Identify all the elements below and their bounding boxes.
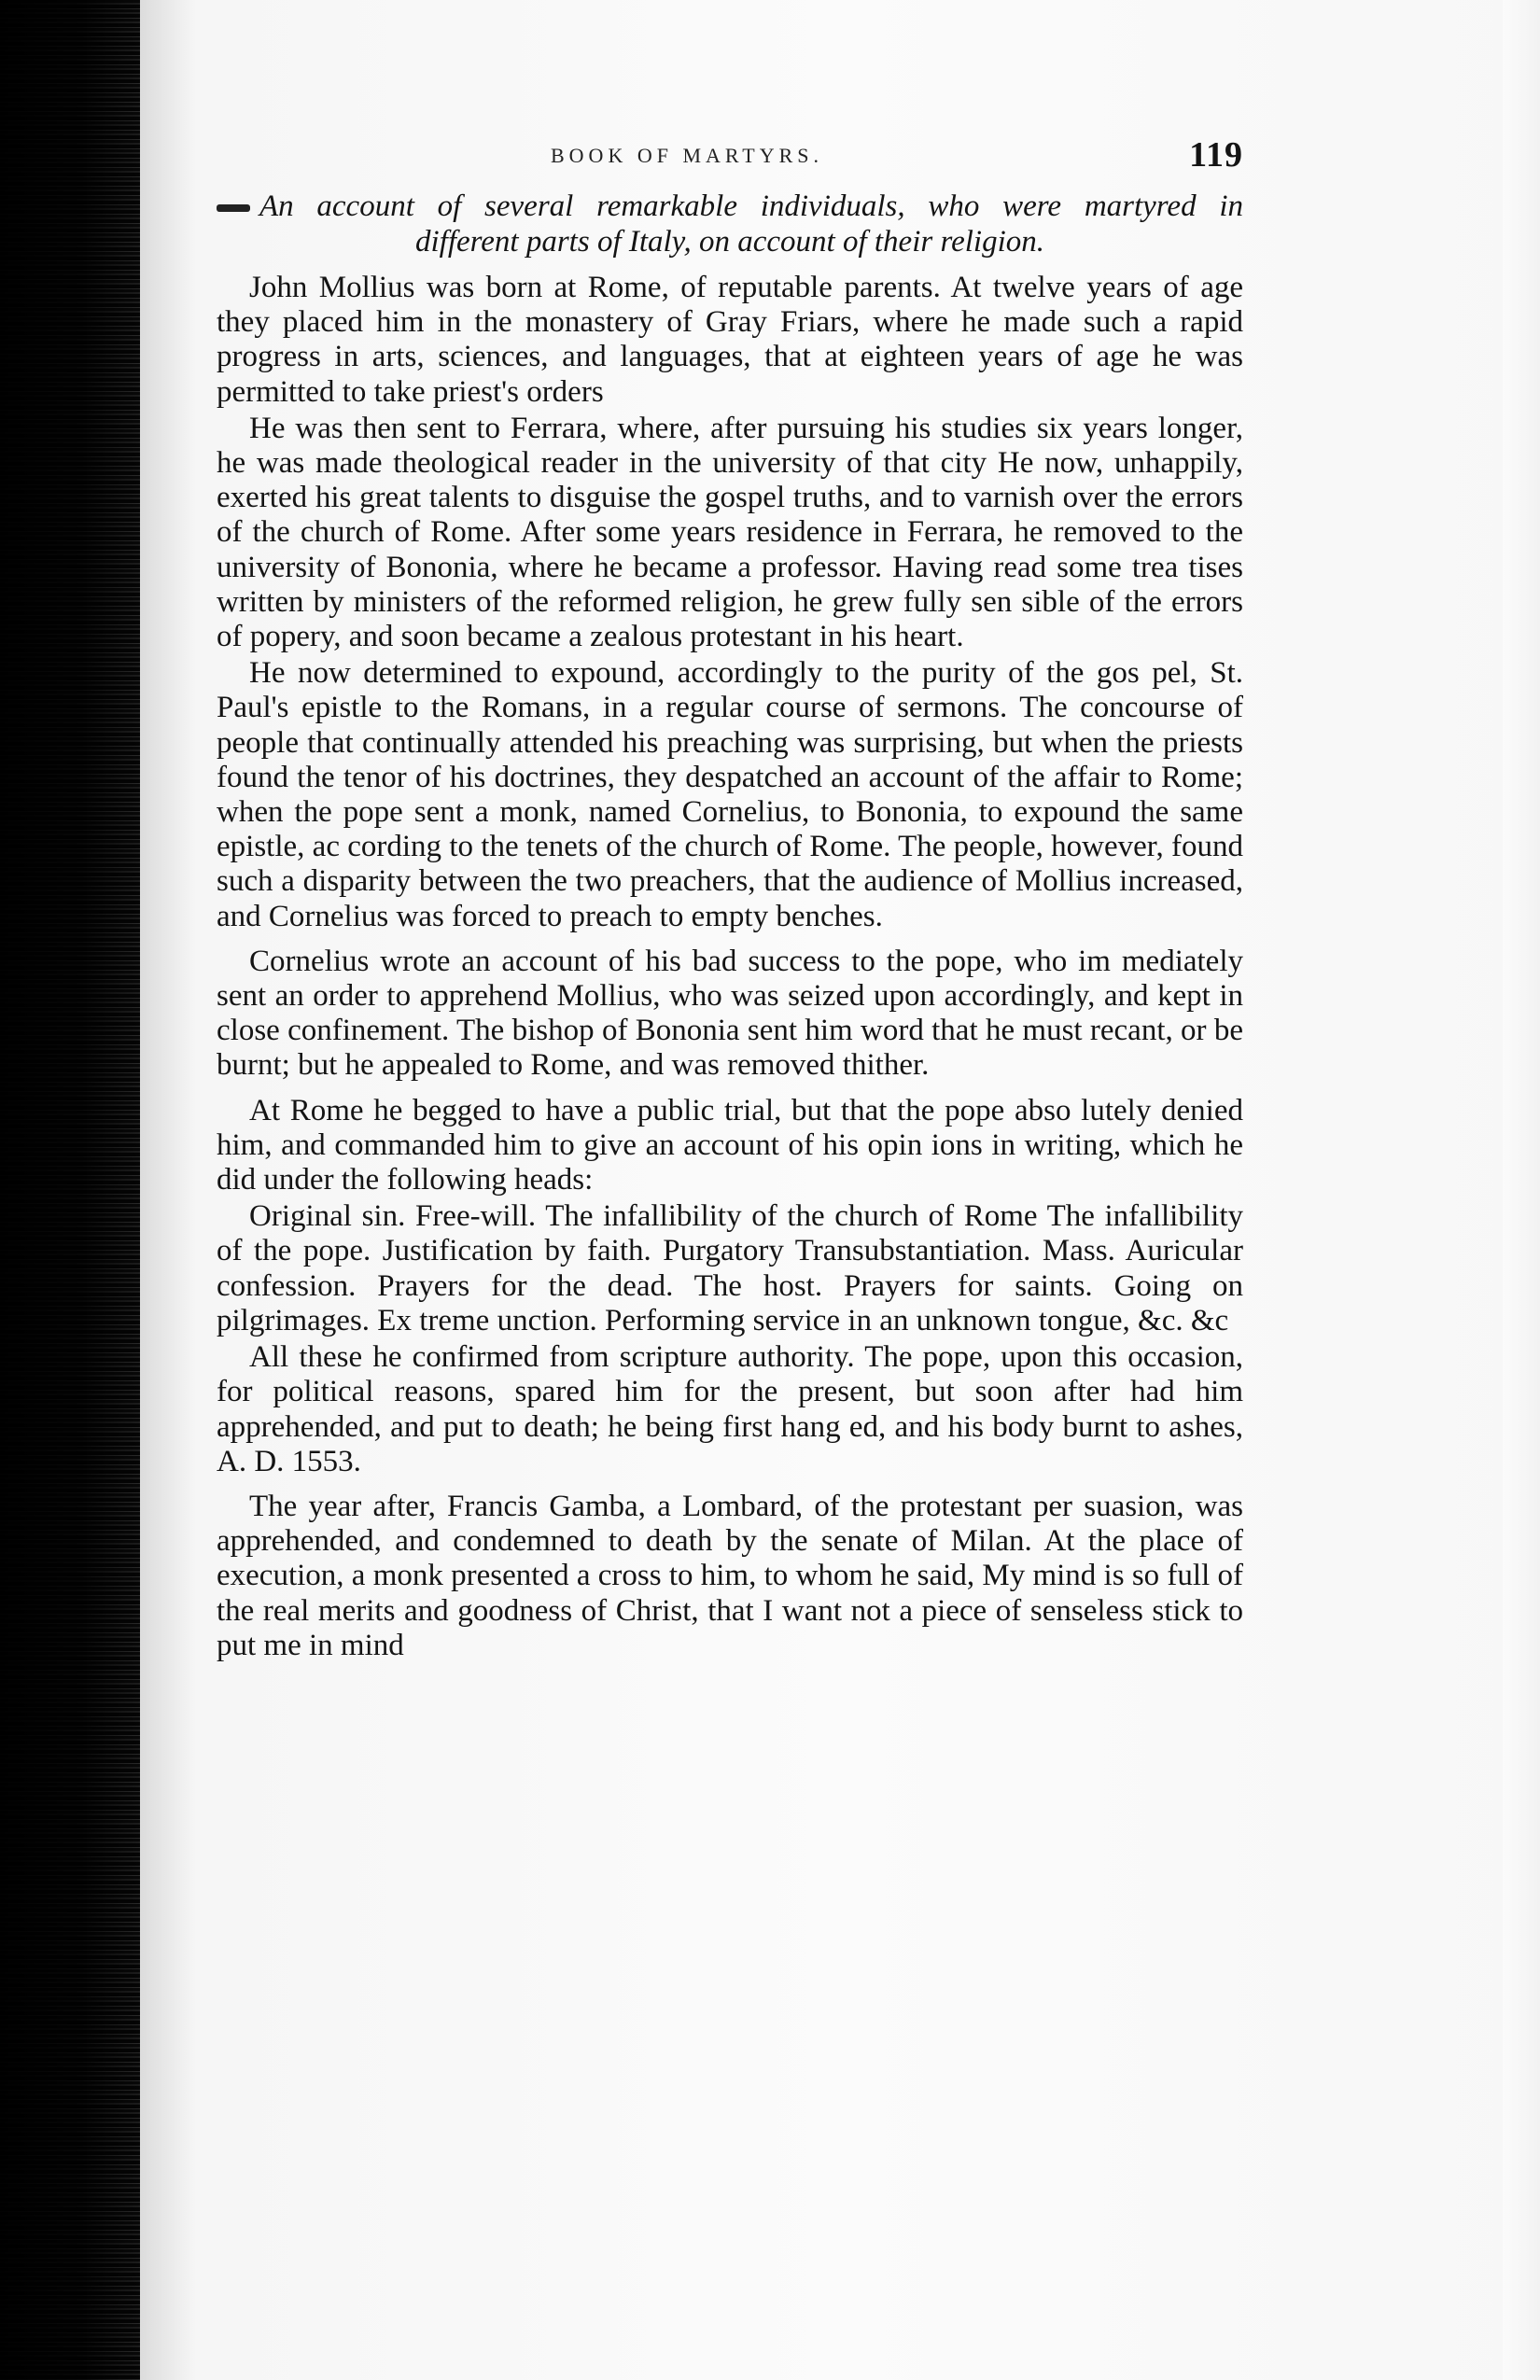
paragraph: All these he confirmed from scripture authority. The pope, upon this occasion, for political reasons, spared him for the present, but soon after had him apprehended, and put to death; he being first hang ed, and his body burnt to ashes, A. D. 1553. xyxy=(217,1340,1243,1478)
paragraph: He now determined to expound, accordingly to the purity of the gos pel, St. Paul's epistle to the Romans, in a regular course of sermons. The concourse of people that continually attended his preaching was surprising, but when the priests found the tenor of his doctrines, they despatched an account of the affair to Rome; when the pope sent a monk, named Cornelius, to Bononia, to expound the same epistle, ac cording to the tenets of the church of Rome. The people, however, found such a disparity between the two preachers, that the audience of Mollius increased, and Cornelius was forced to preach to empty benches. xyxy=(217,656,1243,933)
paragraph: At Rome he begged to have a public trial, but that the pope abso lutely denied him, and commanded him to give an account of his opin ions in writing, which he did under the following heads: xyxy=(217,1093,1243,1197)
paragraph: He was then sent to Ferrara, where, after pursuing his studies six years longer, he was made theological reader in the university of that city He now, unhappily, exerted his great talents to disguise the gospel truths, and to varnish over the errors of the church of Rome. After some years residence in Ferrara, he removed to the university of Bononia, where he became a professor. Having read some trea tises written by ministers of the reformed religion, he grew fully sen sible of the errors of popery, and soon became a zealous protestant in his heart. xyxy=(217,411,1243,654)
section-heading xyxy=(217,189,1243,259)
page-header xyxy=(551,135,1243,179)
section-heading-line-1 xyxy=(217,189,1243,224)
paper-margin xyxy=(1503,0,1540,2380)
body-text xyxy=(217,189,1243,1673)
paragraph: Cornelius wrote an account of his bad success to the pope, who im mediately sent an order to apprehend Mollius, who was seized upon accordingly, and kept in close confinement. The bishop of Bononia sent him word that he must recant, or be burnt; but he appealed to Rome, and was removed thither. xyxy=(217,944,1243,1083)
section-heading-line-2: different parts of Italy, on account of their religion. xyxy=(415,225,1044,259)
ornament-icon xyxy=(217,204,250,212)
paragraph: John Mollius was born at Rome, of reputable parents. At twelve years of age they placed him in the monastery of Gray Friars, where he made such a rapid progress in arts, sciences, and languages, that at eighteen years of age he was permitted to take priest's orders xyxy=(217,271,1243,409)
running-title: BOOK OF MARTYRS. xyxy=(551,144,823,167)
paragraph: The year after, Francis Gamba, a Lombard, of the protestant per suasion, was apprehended, and condemned to death by the senate of Milan. At the place of execution, a monk presented a cross to him, to whom he said, My mind is so full of the real merits and goodness of Christ, that I want not a piece of senseless stick to put me in mind xyxy=(217,1489,1243,1662)
binding-edge xyxy=(0,0,163,2380)
page-number: 119 xyxy=(1189,135,1243,175)
paragraph: Original sin. Free-will. The infallibility of the church of Rome The infallibility of the pope. Justification by faith. Purgatory Transubstantiation. Mass. Auricular confession. Prayers for the dead. The host. Prayers for saints. Going on pilgrimages. Ex treme unction. Performing service in an unknown tongue, &c. &c xyxy=(217,1199,1243,1337)
section-heading-line-1-text: An account of several remarkable individuals, who were martyred in xyxy=(259,189,1243,223)
